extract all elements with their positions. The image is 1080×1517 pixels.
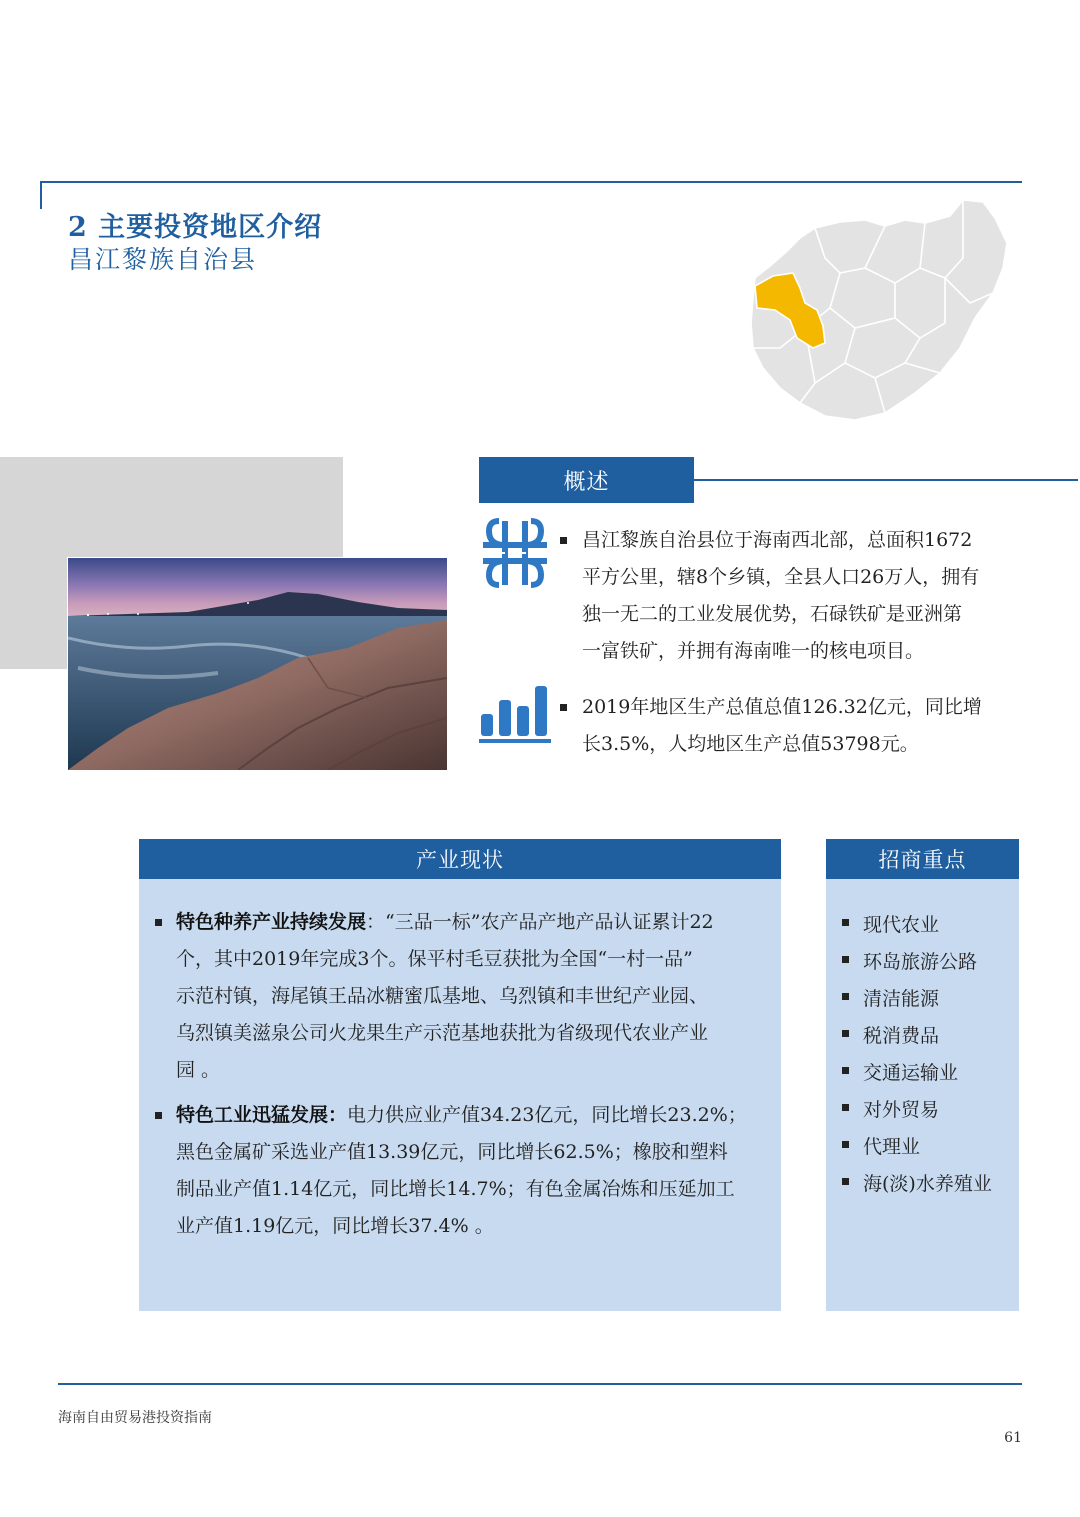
overview-divider	[694, 479, 1078, 481]
industry-line: 黑色金属矿采选业产值13.39亿元，同比增长62.5%；橡胶和塑料	[176, 1141, 728, 1163]
investment-bullet	[842, 1104, 849, 1111]
overview-line: 长3.5%，人均地区生产总值53798元。	[582, 733, 919, 755]
investment-header: 招商重点	[826, 839, 1019, 879]
investment-bullet	[842, 1067, 849, 1074]
overview-bullet-2	[560, 704, 567, 711]
overview-line: 独一无二的工业发展优势，石碌铁矿是亚洲第	[582, 603, 963, 625]
industry-line	[176, 1097, 761, 1134]
footer-guide-title: 海南自由贸易港投资指南	[58, 1410, 212, 1426]
overview-line: 一富铁矿，并拥有海南唯一的核电项目。	[582, 640, 925, 662]
investment-bullet	[842, 1141, 849, 1148]
road-interchange-icon	[479, 517, 551, 589]
investment-bullet	[842, 1178, 849, 1185]
coastal-rocks-photo	[67, 557, 448, 771]
bottom-divider	[58, 1383, 1022, 1385]
investment-bullet	[842, 956, 849, 963]
industry-item-2	[176, 1097, 761, 1245]
industry-line	[176, 904, 761, 941]
industry-line: 园 。	[176, 1059, 221, 1081]
investment-item: 税消费品	[863, 1025, 940, 1047]
overview-line: 平方公里，辖8个乡镇，全县人口26万人，拥有	[582, 566, 980, 588]
investment-item: 海(淡)水养殖业	[863, 1173, 992, 1195]
industry-item-2-title: 特色工业迅猛发展：	[176, 1104, 348, 1126]
industry-line: 个，其中2019年完成3个。保平村毛豆获批为全国“一村一品”	[176, 948, 693, 970]
industry-item-2-rest: 电力供应业产值34.23亿元，同比增长23.2%；	[347, 1104, 747, 1126]
investment-item: 环岛旅游公路	[863, 951, 978, 973]
industry-item-1	[176, 904, 761, 1089]
industry-line: 乌烈镇美滋泉公司火龙果生产示范基地获批为省级现代农业产业	[176, 1022, 709, 1044]
industry-item-1-title: 特色种养产业持续发展	[176, 911, 367, 933]
industry-line: 业产值1.19亿元，同比增长37.4% 。	[176, 1215, 494, 1237]
investment-bullet	[842, 919, 849, 926]
overview-tab: 概述	[479, 457, 694, 503]
hainan-map	[745, 198, 1015, 423]
industry-bullet-1	[155, 919, 162, 926]
overview-item-2	[582, 689, 1007, 763]
investment-item: 清洁能源	[863, 988, 940, 1010]
bar-chart-icon	[479, 684, 553, 744]
top-divider-tick	[40, 181, 42, 209]
overview-line: 昌江黎族自治县位于海南西北部，总面积1672	[582, 529, 973, 551]
overview-line: 2019年地区生产总值总值126.32亿元，同比增	[582, 696, 982, 718]
investment-bullet	[842, 993, 849, 1000]
industry-line: 制品业产值1.14亿元，同比增长14.7%；有色金属冶炼和压延加工	[176, 1178, 735, 1200]
industry-line: 示范村镇，海尾镇王品冰糖蜜瓜基地、乌烈镇和丰世纪产业园、	[176, 985, 709, 1007]
industry-item-1-rest: ：“三品一标”农产品产地产品认证累计22	[366, 911, 714, 933]
top-divider	[40, 181, 1022, 183]
industry-header: 产业现状	[139, 839, 781, 879]
overview-bullet-1	[560, 537, 567, 544]
industry-bullet-2	[155, 1112, 162, 1119]
investment-bullet	[842, 1030, 849, 1037]
investment-item: 现代农业	[863, 914, 940, 936]
overview-item-1	[582, 522, 1007, 670]
region-title: 昌江黎族自治县	[68, 245, 258, 274]
section-title: 2 主要投资地区介绍	[68, 212, 323, 243]
investment-item: 对外贸易	[863, 1099, 940, 1121]
investment-item: 交通运输业	[863, 1062, 959, 1084]
page-number: 61	[1004, 1430, 1022, 1446]
investment-item: 代理业	[863, 1136, 921, 1158]
